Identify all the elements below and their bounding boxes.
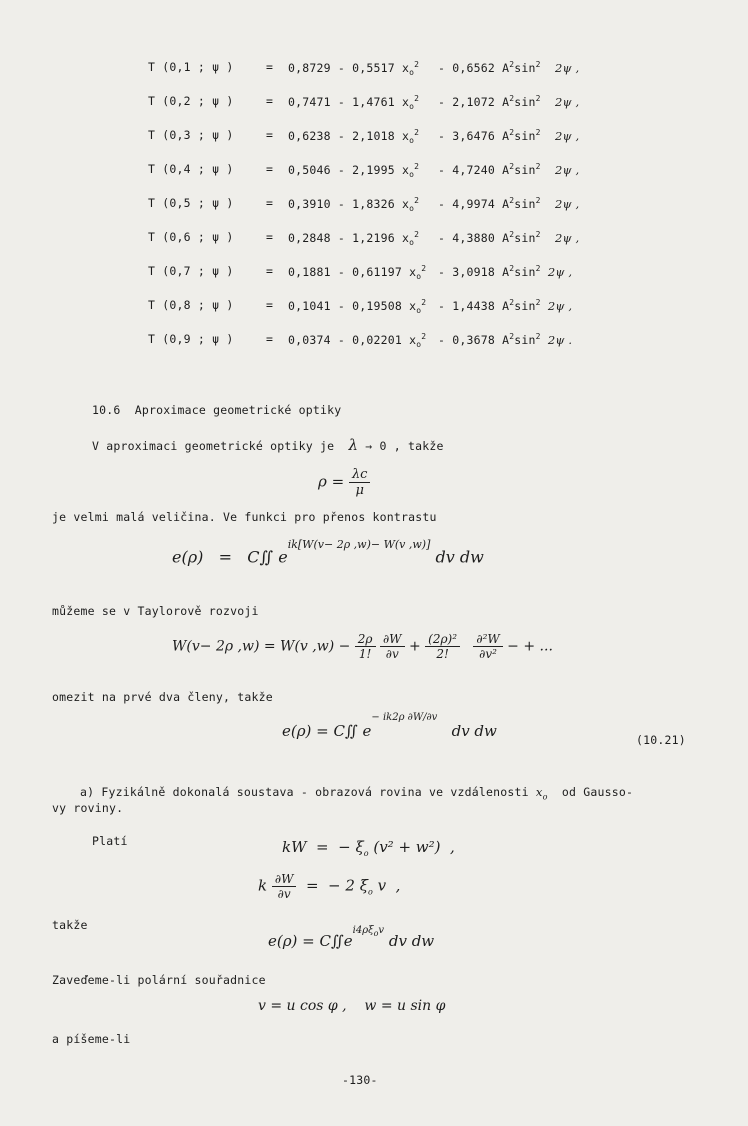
equation-number: (10.21) <box>636 733 686 747</box>
paragraph-text: Zaveďeme-li polární souřadnice <box>52 973 266 987</box>
kw-equation: kW = − $\xi_o$ (v² + w²) , <box>282 838 455 858</box>
polar-coordinates-equation: v = u cos φ , w = u sin φ <box>258 998 446 1014</box>
contrast-equation: e(ρ) = C∬ $e^{ik[W(v- 2\rho ,w)- W(v ,w)]}$ dv dw <box>172 538 484 567</box>
paragraph-text: takže <box>52 918 88 932</box>
equation-10-21: e(ρ) = C∬ $e^{- ik2\rho \partial W/\partial v}$ dv dw <box>282 712 497 740</box>
paragraph-text: Platí <box>92 834 128 848</box>
paragraph-text: vy roviny. <box>52 801 124 815</box>
page-number: -130- <box>342 1073 378 1087</box>
final-integral-equation: $e(\rho) = C∬e^{i4\rho\xi_ov}$ dv dw <box>268 925 435 950</box>
paragraph-text: omezit na prvé dva členy, takže <box>52 690 273 704</box>
paragraph-text: je velmi malá veličina. Ve funkci pro přenos kontrastu <box>52 510 437 524</box>
section-heading: 10.6 Aproximace geometrické optiky <box>92 403 342 417</box>
rho-equation: ρ = $\frac{\lambda c}{\mu}$ <box>318 467 370 498</box>
taylor-equation: W(v− 2ρ ,w) = W(v ,w) − $\frac{2\rho}{1!}$ $\frac{\partial W}{\partial v}$ + $\frac{\text{(2ρ)²}}{2!}$ $\frac{\text{∂²W}}{\text{∂v²}}$ − + ... <box>172 632 553 661</box>
paragraph-text: V aproximaci geometrické optiky je λ → 0 , takže <box>92 436 444 454</box>
kw-derivative-equation: k $\frac{\partial W}{\partial v}$ = − 2 $\xi_o$ v , <box>258 872 401 901</box>
paragraph-text: a) Fyzikálně dokonalá soustava - obrazová rovina ve vzdálenosti $x_o$ od Gausso- <box>80 785 634 802</box>
paragraph-text: můžeme se v Taylorově rozvoji <box>52 604 259 618</box>
document-page: T (0,1 ; ψ ) = 0,8729 - 0,5517 $x_o^2$ - 0,6562 $A^2\sin^2$ 2ψ , T (0,2 ; ψ ) = 0,7471 - 1,4761 $x_o^2$ - 2,1072 $A^2\sin^2$ 2ψ , T (0,3 ; ψ ) = 0,6238 - 2,1018 $x_o^2$ - 3,6476 $A^2\sin^2$ 2ψ , T (0,4 ; ψ ) = 0,5046 - 2,1995 $x_o^2$ - 4,7240 $A^2\sin^2$ 2ψ , T (0,5 ; ψ ) = 0,3910 - 1,8326 $x_o^2$ - 4,9974 $A^2\sin^2$ 2ψ , T (0,6 ; ψ ) = 0,2848 - 1,2196 $x_o^2$ - 4,3880 $A^2\sin^2$ 2ψ , T (0,7 ; ψ ) = 0,1881 - 0,61197 $x_o^2$ - 3,0918 $A^2\sin^2$ 2ψ , T (0,8 ; ψ ) = 0,1041 - 0,19508 $x_o^2$ - 1,4438 $A^2\sin^2$ 2ψ , T (0,9 ; ψ ) = 0,0374 - 0,02201 $x_o^2$ - 0,3678 $A^2\sin^2$ 2ψ . 10.6 Aproximace geometrické optiky V aproximaci geometrické optiky je λ → 0 , takže ρ = $\frac{\lambda c}{\mu}$ je velmi malá veličina. Ve funkci pro přenos kontrastu e(ρ) = C∬ $e^{ik[W(v- 2\rho ,w)- W(v ,w)]}$ dv dw můžeme se v Taylorově rozvoji W(v− 2ρ ,w) = W(v ,w) − $\frac{2\rho}{1!}$ $\frac{\partial W}{\partial v}$ + $\frac{\text{(2ρ)²}}{2!}$ $\frac{\text{∂²W}}{\text{∂v²}}$ − + ... omezit na prvé dva členy, takže e(ρ) = C∬ $e^{- ik2\rho \partial W/\partial v}$ dv dw (10.21) a) Fyzikálně dokonalá soustava - obrazová rovina ve vzdálenosti $x_o$ od Gausso- vy roviny. Platí kW = − $\xi_o$ (v² + w²) , k $\frac{\partial W}{\partial v}$ = − 2 $\xi_o$ v , takže $e(\rho) = C∬e^{i4\rho\xi_ov}$ dv dw Zaveďeme-li polární souřadnice v = u cos φ , w = u sin φ a píšeme-li -130- <box>52 60 686 1087</box>
paragraph-text: a píšeme-li <box>52 1032 131 1046</box>
